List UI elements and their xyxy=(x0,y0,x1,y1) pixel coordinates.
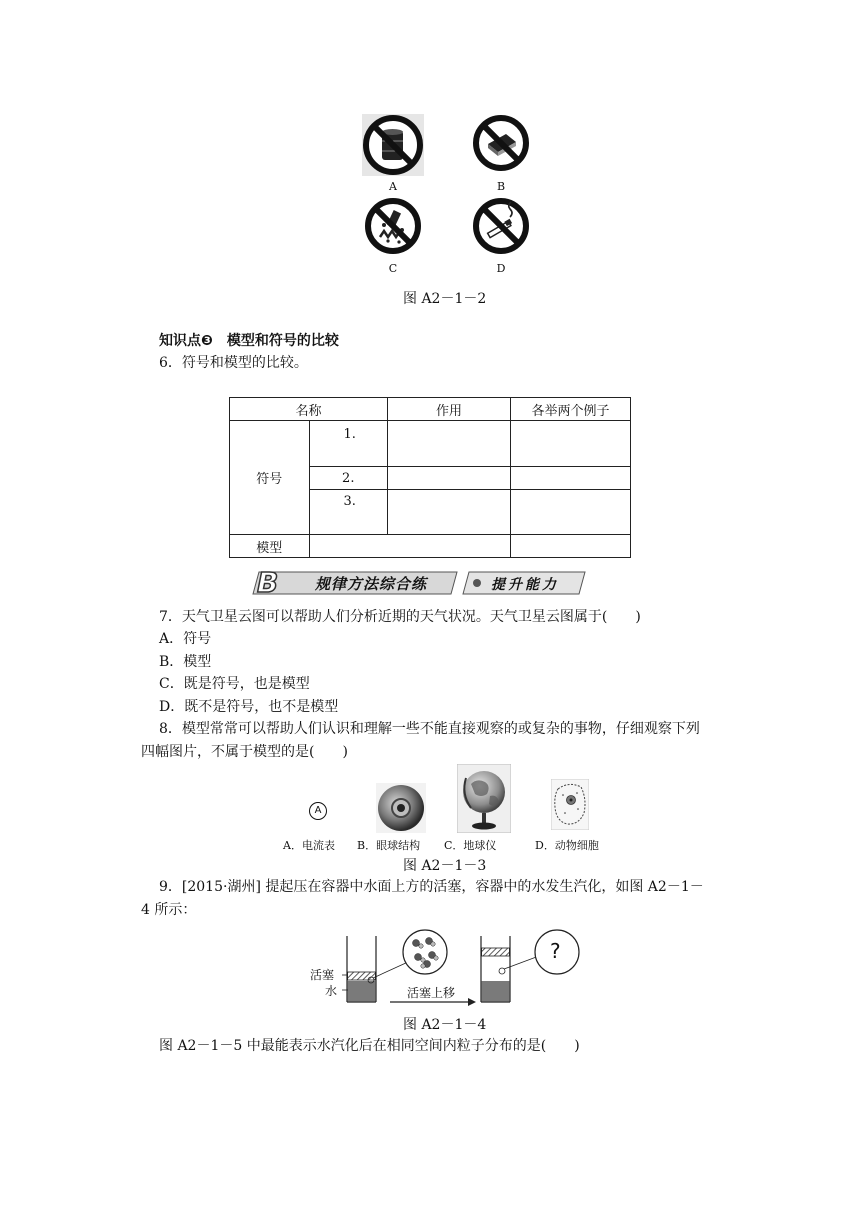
section-title: 模型和符号的比较 xyxy=(226,333,339,349)
table-header-examples: 各举两个例子 xyxy=(511,398,631,421)
question-7-stem: 7．天气卫星云图可以帮助人们分析近期的天气状况。天气卫星云图属于( ) xyxy=(159,609,641,625)
table-header-function: 作用 xyxy=(388,398,511,421)
question-9-line-2: 4 所示： xyxy=(141,902,197,918)
figure-a2-1-3-option-a: A．电流表 xyxy=(283,839,335,852)
table-cell-blank xyxy=(511,535,631,558)
section-heading xyxy=(159,331,339,351)
table-cell-blank xyxy=(388,421,511,467)
question-9-line-1: 9．[2015·湖州] 提起压在容器中水面上方的活塞，容器中的水发生汽化，如图 A2－1－ xyxy=(159,879,704,895)
banner-left-text: 规律方法综合练 xyxy=(315,575,428,593)
table-cell-model: 模型 xyxy=(230,535,310,558)
table-cell-blank xyxy=(388,490,511,535)
figure-a2-1-2 xyxy=(355,112,535,282)
table-row-2-label: 2. xyxy=(309,467,388,490)
figure-a2-1-4 xyxy=(305,924,595,1014)
figure-caption-a2-1-4: 图 A2－1－4 xyxy=(403,1017,487,1033)
ammeter-symbol-icon xyxy=(309,802,327,820)
table-cell-blank xyxy=(388,467,511,490)
figure-caption-a2-1-3: 图 A2－1－3 xyxy=(403,858,487,874)
question-8-line-2: 四幅图片，不属于模型的是( ) xyxy=(141,744,348,760)
table-cell-blank xyxy=(511,490,631,535)
table-cell-blank xyxy=(309,535,511,558)
comparison-table xyxy=(229,397,631,558)
arrow-label: 活塞上移 xyxy=(407,986,456,1000)
question-mark: ? xyxy=(550,939,561,963)
question-7-option-d: D．既不是符号，也不是模型 xyxy=(159,699,339,715)
globe-image xyxy=(457,764,511,833)
table-row-1-label: 1. xyxy=(309,421,388,467)
sign-label-b: B xyxy=(496,180,506,193)
eyeball-model-image xyxy=(376,783,426,833)
table-cell-blank xyxy=(511,467,631,490)
no-oil-drum-sign xyxy=(362,114,424,176)
question-7-option-b: B．模型 xyxy=(159,654,212,670)
table-header-name: 名称 xyxy=(230,398,388,421)
banner-right-text: 提升能力 xyxy=(491,577,559,593)
question-9-followup: 图 A2－1－5 中最能表示水汽化后在相同空间内粒子分布的是( ) xyxy=(159,1038,580,1054)
figure-a2-1-3-option-b: B．眼球结构 xyxy=(357,839,421,852)
section-banner xyxy=(251,568,587,598)
question-8-line-1: 8．模型常常可以帮助人们认识和理解一些不能直接观察的或复杂的事物，仔细观察下列 xyxy=(159,721,700,737)
ammeter-symbol-letter: A xyxy=(314,805,322,816)
piston-label: 活塞 xyxy=(310,968,335,982)
section-number: ❸ xyxy=(201,333,213,349)
no-book-sign xyxy=(472,114,530,172)
table-cell-blank xyxy=(511,421,631,467)
sign-label-c: C xyxy=(388,262,398,275)
section-prefix: 知识点 xyxy=(159,333,201,349)
banner-letter: B xyxy=(257,566,279,599)
question-7-option-a: A．符号 xyxy=(159,631,212,647)
figure-a2-1-3-option-d: D．动物细胞 xyxy=(535,839,599,852)
animal-cell-image xyxy=(551,779,589,830)
sign-label-a: A xyxy=(389,180,397,193)
water-label: 水 xyxy=(325,984,338,998)
no-smoking-sign xyxy=(472,197,530,255)
no-fireworks-sign xyxy=(364,197,422,255)
table-cell-symbol: 符号 xyxy=(230,421,310,535)
question-6-text: 6．符号和模型的比较。 xyxy=(159,355,308,371)
sign-label-d: D xyxy=(496,262,506,275)
table-row-3-label: 3. xyxy=(309,490,388,535)
figure-caption-a2-1-2: 图 A2－1－2 xyxy=(403,291,487,307)
figure-a2-1-3-option-c: C．地球仪 xyxy=(444,839,497,852)
question-7-option-c: C．既是符号，也是模型 xyxy=(159,676,310,692)
